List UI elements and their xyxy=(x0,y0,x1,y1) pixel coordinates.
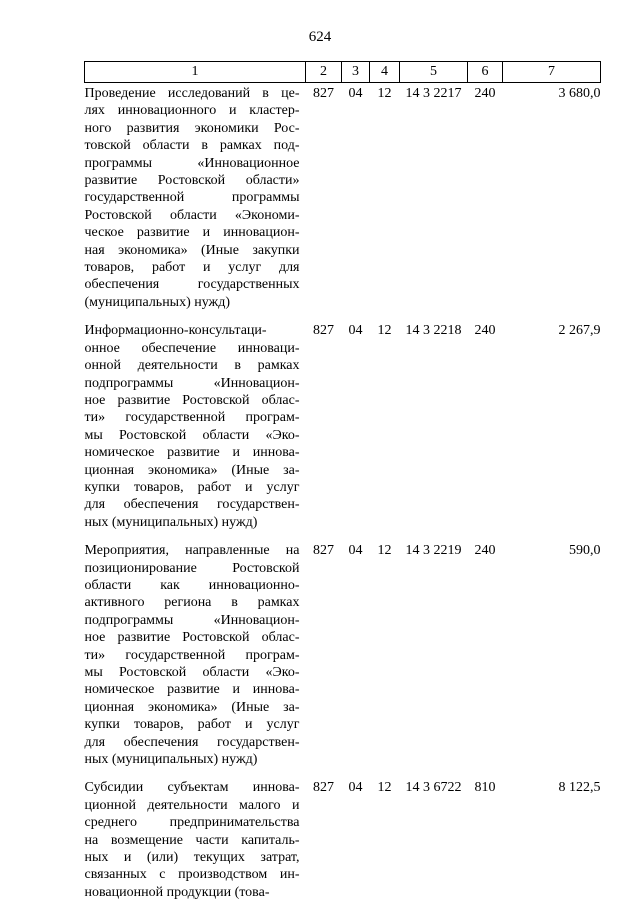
section-code: 04 xyxy=(342,777,370,910)
description-line: Ростовской области «Экономи- xyxy=(85,207,300,224)
target-article-code: 14 3 2219 xyxy=(400,540,468,777)
table-row xyxy=(85,83,601,321)
description-line: (муниципальных) нужд) xyxy=(85,294,300,311)
header-col-5: 5 xyxy=(400,62,468,83)
header-col-2: 2 xyxy=(306,62,342,83)
subsection-code: 12 xyxy=(370,83,400,321)
description-line: лях инновационного и кластер- xyxy=(85,102,300,119)
description-line: ного развития экономики Рос- xyxy=(85,120,300,137)
description-line: обеспечения государственных xyxy=(85,276,300,293)
target-article-code: 14 3 2218 xyxy=(400,320,468,540)
description-line: номическое развитие и иннова- xyxy=(85,444,300,461)
description-line: связанных с производством ин- xyxy=(85,866,300,883)
description-line: ческое развитие и инновацион- xyxy=(85,224,300,241)
description-line: позиционирование Ростовской xyxy=(85,560,300,577)
ministry-code: 827 xyxy=(306,540,342,777)
description-line: товаров, работ и услуг для xyxy=(85,259,300,276)
target-article-code: 14 3 2217 xyxy=(400,83,468,321)
description-line: товской области в рамках под- xyxy=(85,137,300,154)
header-col-1: 1 xyxy=(85,62,306,83)
description-line: ционной деятельности малого и xyxy=(85,797,300,814)
table-body xyxy=(85,83,601,910)
ministry-code: 827 xyxy=(306,83,342,321)
subsection-code: 12 xyxy=(370,777,400,910)
subsection-code: 12 xyxy=(370,320,400,540)
description-line: ционная экономика» (Иные за- xyxy=(85,462,300,479)
description-line: на возмещение части капиталь- xyxy=(85,832,300,849)
description-line: ное развитие Ростовской облас- xyxy=(85,629,300,646)
budget-table xyxy=(84,61,601,910)
description-line: для обеспечения государствен- xyxy=(85,734,300,751)
expense-type-code: 240 xyxy=(468,320,503,540)
table-row xyxy=(85,320,601,540)
header-col-3: 3 xyxy=(342,62,370,83)
amount-value: 3 680,0 xyxy=(503,83,601,321)
header-col-4: 4 xyxy=(370,62,400,83)
description-line: ных (муниципальных) нужд) xyxy=(85,751,300,768)
description-line: новационной продукции (това- xyxy=(85,884,300,901)
header-col-6: 6 xyxy=(468,62,503,83)
table-row xyxy=(85,540,601,777)
table-row xyxy=(85,777,601,910)
description-line: ти» государственной програм- xyxy=(85,647,300,664)
description-line: онной деятельности в рамках xyxy=(85,357,300,374)
amount-value: 2 267,9 xyxy=(503,320,601,540)
description-line: развитие Ростовской области» xyxy=(85,172,300,189)
header-row xyxy=(85,62,601,83)
expense-type-code: 240 xyxy=(468,540,503,777)
description-line: ное развитие Ростовской облас- xyxy=(85,392,300,409)
description-line: программы «Инновационное xyxy=(85,155,300,172)
row-description xyxy=(85,777,306,910)
target-article-code: 14 3 6722 xyxy=(400,777,468,910)
subsection-code: 12 xyxy=(370,540,400,777)
description-line: мы Ростовской области «Эко- xyxy=(85,427,300,444)
header-col-7: 7 xyxy=(503,62,601,83)
description-line: ных (муниципальных) нужд) xyxy=(85,514,300,531)
description-line: ционная экономика» (Иные за- xyxy=(85,699,300,716)
description-line: подпрограммы «Инновацион- xyxy=(85,612,300,629)
description-line: области как инновационно- xyxy=(85,577,300,594)
description-line: ная экономика» (Иные закупки xyxy=(85,242,300,259)
section-code: 04 xyxy=(342,83,370,321)
description-line: активного региона в рамках xyxy=(85,594,300,611)
description-line: Проведение исследований в це- xyxy=(85,85,300,102)
section-code: 04 xyxy=(342,320,370,540)
description-line: Субсидии субъектам иннова- xyxy=(85,779,300,796)
description-line: для обеспечения государствен- xyxy=(85,496,300,513)
expense-type-code: 240 xyxy=(468,83,503,321)
ministry-code: 827 xyxy=(306,777,342,910)
description-line: онное обеспечение инноваци- xyxy=(85,340,300,357)
amount-value: 8 122,5 xyxy=(503,777,601,910)
row-description xyxy=(85,320,306,540)
description-line: ных и (или) текущих затрат, xyxy=(85,849,300,866)
description-line: ти» государственной програм- xyxy=(85,409,300,426)
description-line: Мероприятия, направленные на xyxy=(85,542,300,559)
row-description xyxy=(85,540,306,777)
description-line: мы Ростовской области «Эко- xyxy=(85,664,300,681)
page-number: 624 xyxy=(0,28,640,46)
ministry-code: 827 xyxy=(306,320,342,540)
description-line: купки товаров, работ и услуг xyxy=(85,479,300,496)
description-line: подпрограммы «Инновацион- xyxy=(85,375,300,392)
row-description xyxy=(85,83,306,321)
description-line: государственной программы xyxy=(85,189,300,206)
description-line: среднего предпринимательства xyxy=(85,814,300,831)
amount-value: 590,0 xyxy=(503,540,601,777)
section-code: 04 xyxy=(342,540,370,777)
description-line: Информационно-консультаци- xyxy=(85,322,300,339)
description-line: купки товаров, работ и услуг xyxy=(85,716,300,733)
description-line: номическое развитие и иннова- xyxy=(85,681,300,698)
expense-type-code: 810 xyxy=(468,777,503,910)
